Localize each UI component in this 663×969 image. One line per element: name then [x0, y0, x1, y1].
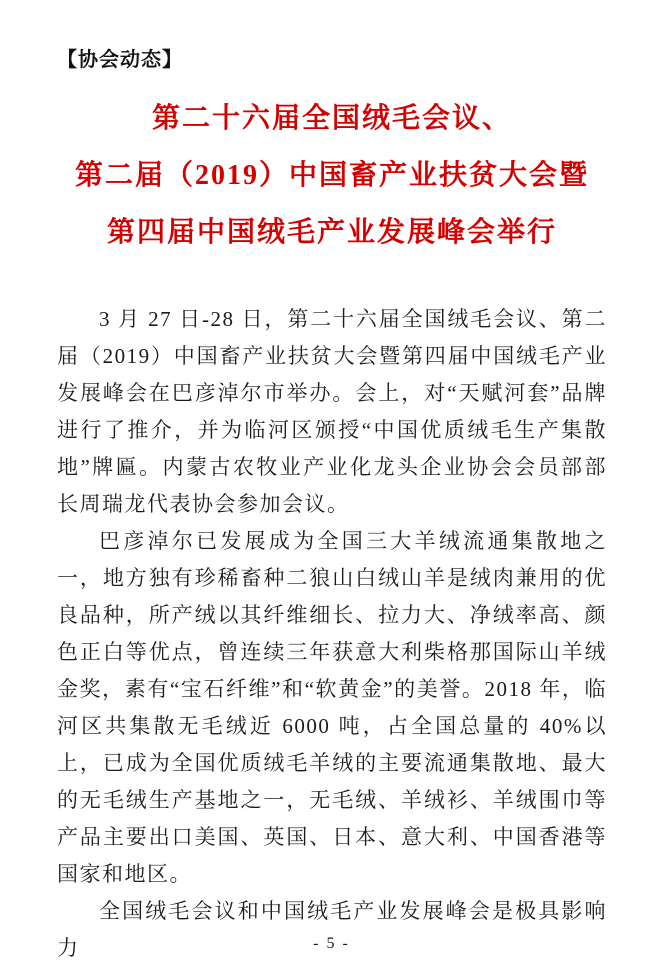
- title-line-1: 第二十六届全国绒毛会议、: [151, 103, 512, 134]
- title-line-3: 第四届中国绒毛产业发展峰会举行: [106, 217, 557, 248]
- document-body: [57, 301, 607, 967]
- paragraph: 全国绒毛会议和中国绒毛产业发展峰会是极具影响力: [57, 899, 607, 960]
- paragraph: 3 月 27 日-28 日，第二十六届全国绒毛会议、第二届（2019）中国畜产业扶贫大会暨第四届中国绒毛产业发展峰会在巴彦淖尔市举办。会上，对“天赋河套”品牌进行了推介，并为临河区颁授“中国优质绒毛生产集散地”牌匾。内蒙古农牧业产业化龙头企业协会会员部部长周瑞龙代表协会参加会议。: [57, 307, 607, 516]
- page-number: - 5 -: [313, 935, 350, 952]
- document-title: [57, 90, 607, 261]
- paragraph: 巴彦淖尔已发展成为全国三大羊绒流通集散地之一，地方独有珍稀畜种二狼山白绒山羊是绒肉兼用的优良品种，所产绒以其纤维细长、拉力大、净绒率高、颜色正白等优点，曾连续三年获意大利柴格那国际山羊绒金奖，素有“宝石纤维”和“软黄金”的美誉。2018 年，临河区共集散无毛绒近 6000 吨，占全国总量的 40%以上，已成为全国优质绒毛羊绒的主要流通集散地、最大的无毛绒生产基地之一，无毛绒、羊绒衫、羊绒围巾等产品主要出口美国、英国、日本、意大利、中国香港等国家和地区。: [57, 529, 607, 886]
- title-line-2: 第二届（2019）中国畜产业扶贫大会暨: [74, 160, 589, 191]
- section-tag: 【协会动态】: [57, 49, 183, 71]
